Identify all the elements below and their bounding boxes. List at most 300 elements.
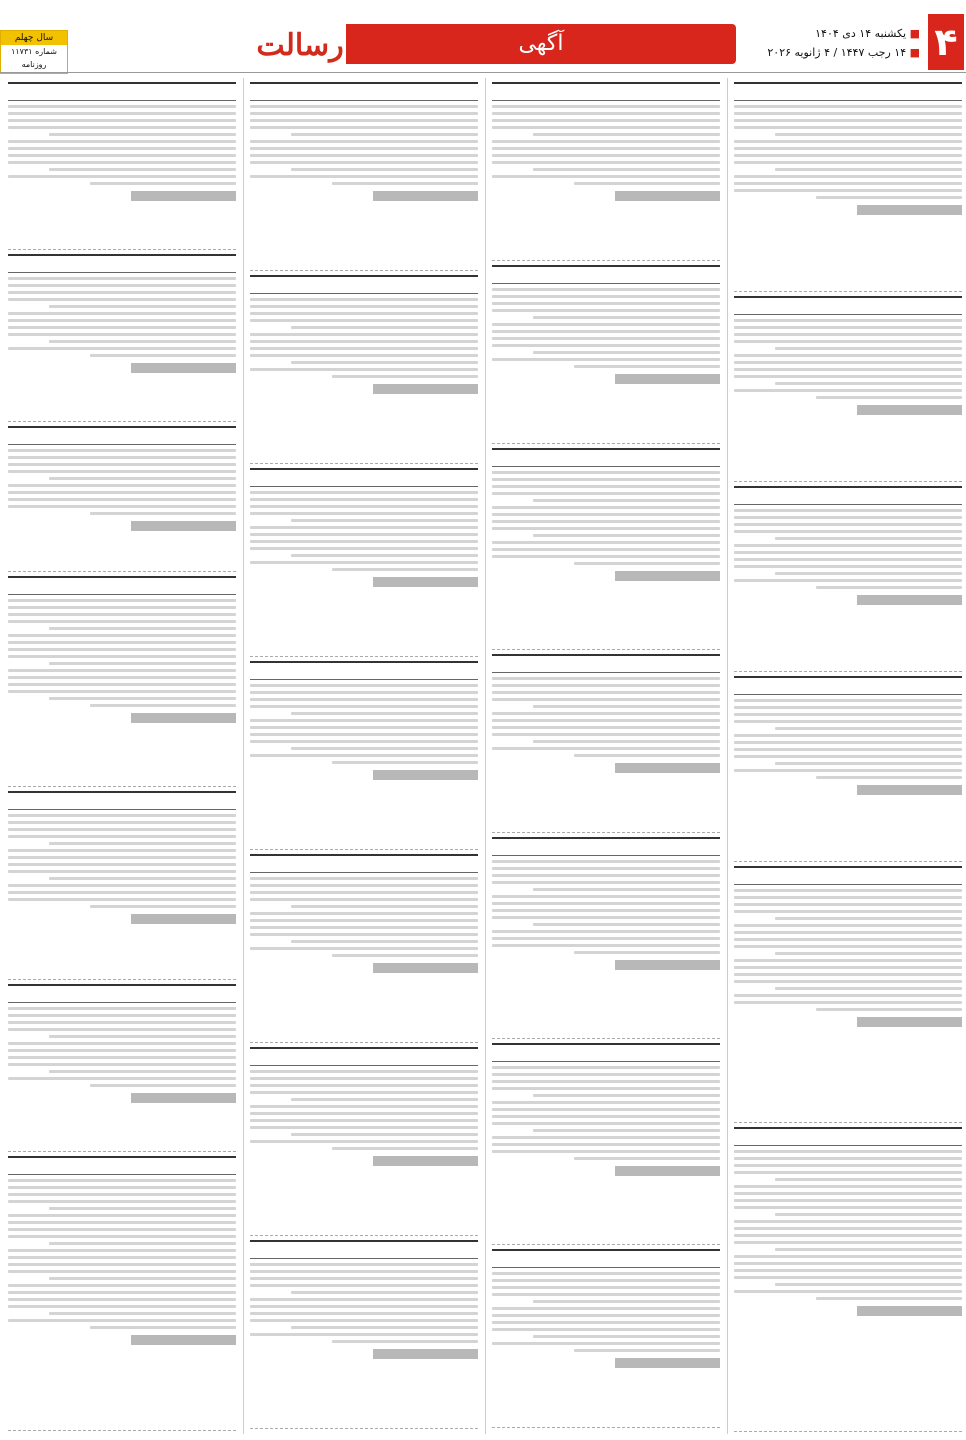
ad-text-line [8, 898, 236, 901]
ad-signature [615, 960, 720, 970]
ad-text-line [734, 1199, 962, 1202]
ad-text-line [49, 477, 236, 480]
ad-text-line [250, 1119, 478, 1122]
ad-text-line [492, 506, 720, 509]
ad-text-line [250, 884, 478, 887]
ad-text-line [816, 776, 962, 779]
ad-text-line [250, 126, 478, 129]
classified-ad [8, 787, 236, 980]
ad-text-line [8, 491, 236, 494]
ad-text-line [8, 1014, 236, 1017]
ad-text-line [734, 699, 962, 702]
ad-text-line [533, 351, 720, 354]
ad-text-line [8, 1319, 236, 1322]
ad-text-line [332, 182, 478, 185]
ad-text-line [250, 1091, 478, 1094]
ad-text-line [8, 884, 236, 887]
newspaper-small-label: روزنامه [21, 60, 47, 69]
ad-text-line [250, 112, 478, 115]
ad-text-line [49, 842, 236, 845]
ad-text-line [734, 175, 962, 178]
ad-text-line [734, 551, 962, 554]
ad-text-line [250, 140, 478, 143]
ad-signature [857, 1017, 962, 1027]
ad-text-line [291, 905, 478, 908]
ad-heading [8, 1156, 236, 1175]
ad-text-line [8, 175, 236, 178]
ad-text-line [492, 492, 720, 495]
ad-text-line [492, 1101, 720, 1104]
ad-text-line [492, 161, 720, 164]
ad-text-line [250, 533, 478, 536]
ad-signature [131, 1335, 236, 1345]
ad-text-line [8, 821, 236, 824]
ad-text-line [250, 919, 478, 922]
classified-ad [250, 1236, 478, 1429]
ad-text-line [332, 761, 478, 764]
classified-ad [492, 444, 720, 650]
classified-ad [8, 250, 236, 422]
ad-text-line [90, 512, 236, 515]
ad-text-line [250, 1333, 478, 1336]
ad-text-line [291, 747, 478, 750]
ad-text-line [734, 119, 962, 122]
classified-ad [492, 261, 720, 444]
ad-signature [373, 1349, 478, 1359]
ad-text-line [8, 1049, 236, 1052]
ad-text-line [492, 154, 720, 157]
ad-text-line [492, 112, 720, 115]
ad-text-line [775, 987, 962, 990]
ad-text-line [8, 870, 236, 873]
column-separator [727, 78, 728, 1434]
ad-text-line [492, 288, 720, 291]
classified-ad [8, 422, 236, 572]
ad-text-line [734, 1269, 962, 1272]
ad-text-line [492, 513, 720, 516]
ad-text-line [734, 931, 962, 934]
ad-text-line [8, 1249, 236, 1252]
ad-signature [615, 191, 720, 201]
ad-text-line [250, 105, 478, 108]
ad-text-line [734, 354, 962, 357]
classified-ad [492, 78, 720, 261]
ad-text-line [8, 326, 236, 329]
ad-text-line [734, 706, 962, 709]
ad-text-line [734, 980, 962, 983]
ad-text-line [734, 966, 962, 969]
ad-text-line [492, 330, 720, 333]
ad-text-line [250, 491, 478, 494]
ad-text-line [291, 554, 478, 557]
ad-text-line [250, 1126, 478, 1129]
ad-text-line [492, 527, 720, 530]
ad-text-line [492, 937, 720, 940]
ad-text-line [8, 641, 236, 644]
classified-ad [734, 78, 962, 292]
ad-text-line [492, 726, 720, 729]
ad-text-line [291, 1098, 478, 1101]
ad-text-line [734, 147, 962, 150]
ad-text-line [332, 568, 478, 571]
ad-text-line [533, 705, 720, 708]
ad-text-line [492, 874, 720, 877]
ad-text-line [533, 534, 720, 537]
ad-text-line [250, 119, 478, 122]
ad-text-line [250, 147, 478, 150]
ad-text-line [49, 697, 236, 700]
ad-text-line [492, 175, 720, 178]
ad-heading [250, 82, 478, 101]
ad-text-line [533, 1129, 720, 1132]
ad-text-line [492, 105, 720, 108]
ad-heading [250, 468, 478, 487]
ad-text-line [250, 1070, 478, 1073]
ad-heading [250, 1047, 478, 1066]
ad-text-line [291, 1133, 478, 1136]
ad-text-line [8, 690, 236, 693]
ad-heading [8, 426, 236, 445]
ad-text-line [8, 683, 236, 686]
ad-text-line [734, 333, 962, 336]
classified-ad [8, 78, 236, 250]
ad-heading [8, 254, 236, 273]
ad-heading [734, 486, 962, 505]
ad-text-line [734, 1185, 962, 1188]
ad-signature [615, 374, 720, 384]
ad-text-line [734, 720, 962, 723]
ad-text-line [250, 877, 478, 880]
ad-text-line [250, 298, 478, 301]
ad-text-line [8, 105, 236, 108]
ad-text-line [816, 1297, 962, 1300]
ad-signature [615, 1166, 720, 1176]
ad-text-line [250, 691, 478, 694]
ad-heading [8, 984, 236, 1003]
ad-text-line [8, 1077, 236, 1080]
ad-text-line [734, 1290, 962, 1293]
ad-text-line [734, 509, 962, 512]
ad-text-line [574, 1349, 720, 1352]
ad-text-line [250, 347, 478, 350]
ad-text-line [8, 606, 236, 609]
ad-text-line [291, 361, 478, 364]
ad-heading [492, 1043, 720, 1062]
ad-text-line [90, 354, 236, 357]
ad-text-line [734, 973, 962, 976]
ad-heading [492, 654, 720, 673]
ad-heading [734, 296, 962, 315]
ad-heading [734, 1127, 962, 1146]
ad-text-line [250, 498, 478, 501]
ad-signature [857, 595, 962, 605]
ad-text-line [734, 1206, 962, 1209]
ad-text-line [492, 485, 720, 488]
column-separator [485, 78, 486, 1434]
ad-text-line [734, 189, 962, 192]
ad-text-line [8, 298, 236, 301]
ad-text-line [734, 579, 962, 582]
ad-text-line [8, 1291, 236, 1294]
ad-text-line [291, 940, 478, 943]
ad-text-line [734, 389, 962, 392]
ad-text-line [734, 959, 962, 962]
ad-text-line [8, 669, 236, 672]
ad-text-line [775, 1178, 962, 1181]
ad-text-line [816, 396, 962, 399]
ad-text-line [250, 512, 478, 515]
ad-text-line [492, 1279, 720, 1282]
ad-text-line [775, 572, 962, 575]
ad-text-line [734, 340, 962, 343]
ad-text-line [8, 814, 236, 817]
ad-text-line [8, 856, 236, 859]
ad-text-line [734, 1276, 962, 1279]
ad-text-line [492, 140, 720, 143]
classified-ad [8, 980, 236, 1152]
ad-text-line [250, 354, 478, 357]
ad-text-line [8, 1056, 236, 1059]
ad-text-line [8, 319, 236, 322]
ad-heading [250, 1240, 478, 1259]
ad-text-line [574, 365, 720, 368]
ad-text-line [250, 1140, 478, 1143]
ad-signature [373, 384, 478, 394]
ad-column [730, 78, 966, 1434]
ad-text-line [492, 698, 720, 701]
ad-text-line [492, 881, 720, 884]
ad-text-line [734, 565, 962, 568]
ad-text-line [574, 562, 720, 565]
ad-text-line [8, 312, 236, 315]
ad-text-line [816, 586, 962, 589]
ad-text-line [492, 909, 720, 912]
ad-text-line [250, 312, 478, 315]
ad-signature [131, 1093, 236, 1103]
ad-text-line [8, 505, 236, 508]
ad-text-line [574, 1157, 720, 1160]
ad-text-line [332, 1147, 478, 1150]
ad-text-line [734, 924, 962, 927]
ad-text-line [291, 1291, 478, 1294]
ad-text-line [492, 1150, 720, 1153]
date-box [738, 24, 926, 64]
ad-text-line [775, 1248, 962, 1251]
ad-text-line [250, 526, 478, 529]
ad-text-line [49, 1070, 236, 1073]
ad-text-line [8, 140, 236, 143]
ad-text-line [734, 1171, 962, 1174]
ad-text-line [291, 1326, 478, 1329]
ad-text-line [492, 471, 720, 474]
ad-text-line [8, 599, 236, 602]
ad-text-line [492, 691, 720, 694]
ad-text-line [492, 1293, 720, 1296]
ad-heading [8, 82, 236, 101]
ad-text-line [8, 634, 236, 637]
ad-text-line [49, 1035, 236, 1038]
ad-text-line [492, 1314, 720, 1317]
ad-text-line [533, 888, 720, 891]
ad-text-line [533, 1335, 720, 1338]
ad-text-line [816, 1008, 962, 1011]
ad-heading [492, 1249, 720, 1268]
ad-text-line [734, 938, 962, 941]
ad-text-line [734, 1001, 962, 1004]
date-text-1: یکشنبه ۱۴ دی ۱۴۰۴ [815, 27, 907, 40]
ad-text-line [250, 898, 478, 901]
ad-text-line [8, 1193, 236, 1196]
classified-ad [734, 672, 962, 862]
ad-text-line [90, 1326, 236, 1329]
ad-text-line [492, 747, 720, 750]
classified-ad [734, 862, 962, 1123]
bullet-icon: ■ [906, 27, 920, 40]
ad-text-line [250, 505, 478, 508]
ad-text-line [8, 1228, 236, 1231]
ad-text-line [734, 755, 962, 758]
ad-text-line [492, 1143, 720, 1146]
ad-signature [131, 713, 236, 723]
ad-text-line [775, 168, 962, 171]
ad-text-line [492, 1272, 720, 1275]
ad-text-line [8, 1186, 236, 1189]
ad-heading [492, 837, 720, 856]
ad-text-line [8, 1007, 236, 1010]
ad-signature [373, 191, 478, 201]
ad-text-line [8, 284, 236, 287]
ad-text-line [492, 548, 720, 551]
ad-text-line [8, 1270, 236, 1273]
ad-text-line [250, 368, 478, 371]
ad-text-line [734, 161, 962, 164]
ad-text-line [8, 835, 236, 838]
ad-text-line [492, 1136, 720, 1139]
ad-text-line [8, 147, 236, 150]
ad-text-line [492, 719, 720, 722]
ad-text-line [8, 863, 236, 866]
ad-signature [615, 571, 720, 581]
ad-text-line [8, 891, 236, 894]
ad-text-line [250, 1298, 478, 1301]
ad-text-line [8, 1221, 236, 1224]
ad-heading [734, 676, 962, 695]
ad-text-line [90, 704, 236, 707]
ad-text-line [734, 1150, 962, 1153]
ad-text-line [492, 1342, 720, 1345]
ad-text-line [49, 1277, 236, 1280]
ad-text-line [49, 877, 236, 880]
classified-ad [250, 464, 478, 657]
page-number: ۴ [928, 14, 964, 70]
ad-heading [734, 866, 962, 885]
ad-text-line [775, 762, 962, 765]
ad-text-line [250, 561, 478, 564]
classified-ad [8, 1152, 236, 1431]
ad-text-line [49, 1242, 236, 1245]
ad-text-line [250, 740, 478, 743]
ad-text-line [734, 182, 962, 185]
ad-signature [373, 1156, 478, 1166]
ad-text-line [291, 326, 478, 329]
ad-text-line [492, 1328, 720, 1331]
ad-text-line [8, 161, 236, 164]
ad-text-line [492, 555, 720, 558]
ad-text-line [734, 154, 962, 157]
ad-text-line [8, 849, 236, 852]
ad-text-line [492, 126, 720, 129]
ad-text-line [734, 319, 962, 322]
ad-text-line [533, 168, 720, 171]
classified-ad [8, 572, 236, 787]
ad-text-line [250, 1277, 478, 1280]
ad-text-line [533, 316, 720, 319]
ad-signature [857, 1306, 962, 1316]
ad-text-line [734, 105, 962, 108]
ad-text-line [492, 295, 720, 298]
ad-text-line [533, 1094, 720, 1097]
date-text-2: ۱۴ رجب ۱۴۴۷ / ۴ ژانویه ۲۰۲۶ [767, 46, 907, 59]
ad-column [488, 78, 724, 1434]
ad-text-line [8, 119, 236, 122]
ad-heading [8, 791, 236, 810]
ad-text-line [8, 112, 236, 115]
newspaper-logo: رسالت [256, 28, 344, 63]
ad-text-line [492, 309, 720, 312]
ad-text-line [734, 1157, 962, 1160]
ad-text-line [291, 168, 478, 171]
ad-text-line [492, 860, 720, 863]
classified-ad [492, 833, 720, 1039]
ad-text-line [49, 340, 236, 343]
ad-column [246, 78, 482, 1434]
ad-text-line [49, 168, 236, 171]
ad-heading [8, 576, 236, 595]
ad-text-line [250, 726, 478, 729]
ad-text-line [734, 126, 962, 129]
ad-text-line [492, 119, 720, 122]
ad-text-line [492, 733, 720, 736]
ad-text-line [8, 154, 236, 157]
ad-text-line [734, 558, 962, 561]
ad-text-line [332, 375, 478, 378]
ad-text-line [250, 1319, 478, 1322]
ad-text-line [533, 133, 720, 136]
ad-heading [250, 275, 478, 294]
bullet-icon: ■ [906, 46, 920, 59]
ad-text-line [492, 1307, 720, 1310]
ad-text-line [90, 1084, 236, 1087]
ad-text-line [492, 684, 720, 687]
ad-text-line [492, 916, 720, 919]
ad-text-line [492, 677, 720, 680]
ad-text-line [8, 333, 236, 336]
classified-ad [250, 271, 478, 464]
ad-text-line [8, 1042, 236, 1045]
ad-text-line [775, 347, 962, 350]
ad-text-line [8, 1305, 236, 1308]
ad-text-line [734, 368, 962, 371]
ad-text-line [492, 1286, 720, 1289]
section-bar [346, 24, 736, 64]
ad-text-line [734, 741, 962, 744]
ad-text-line [734, 748, 962, 751]
ad-text-line [734, 544, 962, 547]
ad-text-line [775, 952, 962, 955]
ad-text-line [734, 910, 962, 913]
ad-signature [131, 521, 236, 531]
ad-text-line [734, 903, 962, 906]
